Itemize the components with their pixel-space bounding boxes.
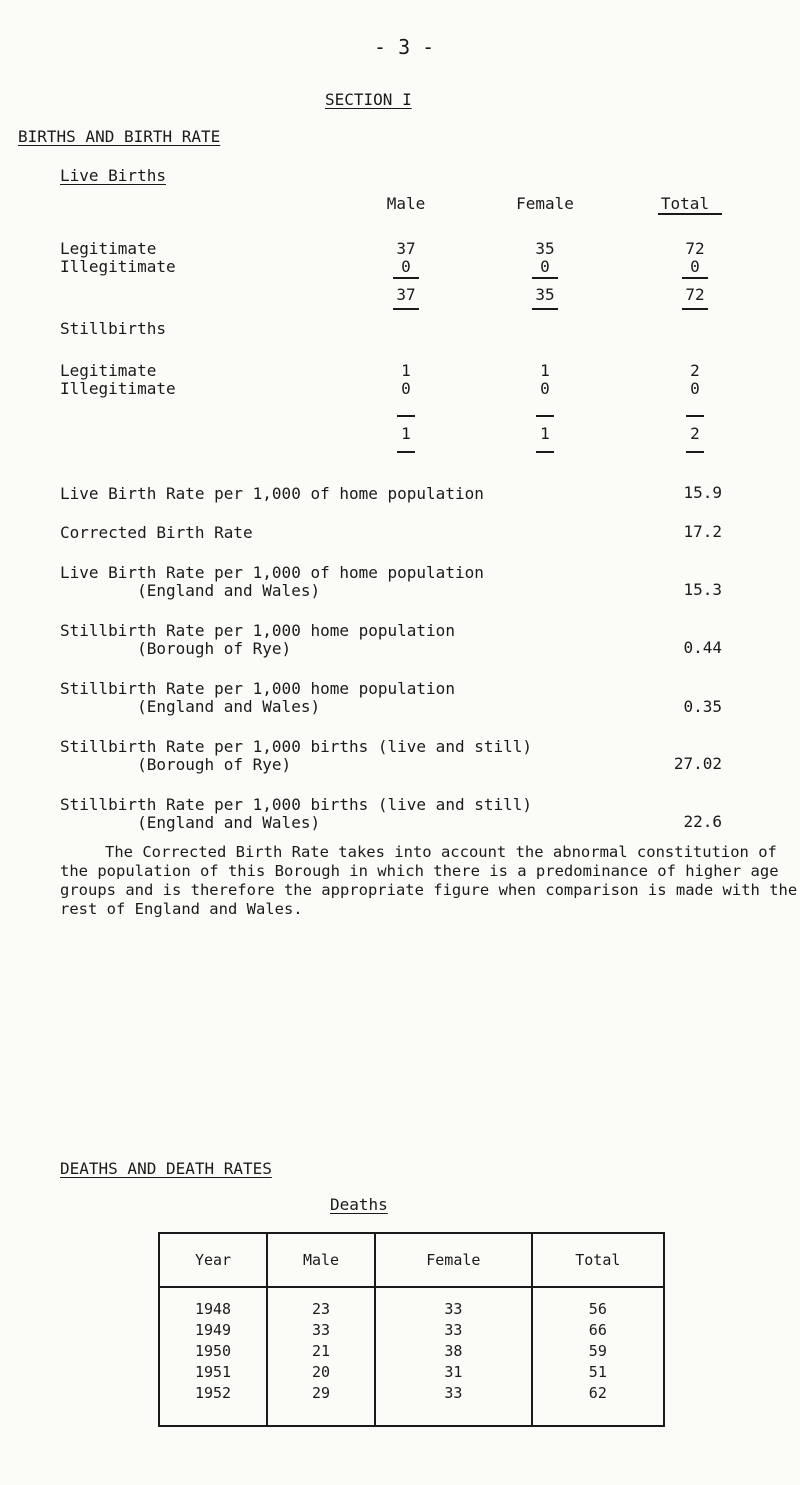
col-header-year: Year	[159, 1233, 267, 1287]
stillbirths-heading: Stillbirths	[60, 319, 166, 338]
total-value: 35	[535, 285, 555, 304]
rate-label: Live Birth Rate per 1,000 of home population (England and Wales)	[60, 563, 484, 600]
total-value: 72	[685, 285, 705, 304]
table-row	[159, 1320, 664, 1341]
col-header-female: Female	[516, 194, 574, 213]
table-row	[159, 1287, 664, 1320]
cell-total: 51	[532, 1362, 664, 1383]
cell-female: 33	[375, 1383, 532, 1426]
cell-year: 1951	[159, 1362, 267, 1383]
rate-value: 17.2	[683, 522, 722, 541]
cell-female: 31	[375, 1362, 532, 1383]
cell-year: 1948	[159, 1287, 267, 1320]
row-label: Legitimate	[60, 239, 157, 258]
cell-value: 0	[540, 257, 550, 276]
total-value: 2	[690, 424, 700, 443]
paragraph-text: The Corrected Birth Rate takes into account the abnormal constitution of the population of this Borough in which there is a predominance of higher age groups and is therefore the appropriate figure when comparison is made with the rest of England and Wales.	[60, 843, 798, 918]
cell-value: 37	[396, 239, 416, 258]
cell-total: 56	[532, 1287, 664, 1320]
sum-rule	[397, 415, 415, 417]
cell-year: 1950	[159, 1341, 267, 1362]
rate-value: 15.3	[683, 580, 722, 599]
cell-value: 35	[535, 239, 555, 258]
cell-male: 21	[267, 1341, 375, 1362]
section-title: SECTION I	[325, 90, 412, 109]
rate-value: 0.44	[683, 638, 722, 657]
rate-label: Stillbirth Rate per 1,000 home population (Borough of Rye)	[60, 621, 455, 658]
cell-female: 33	[375, 1287, 532, 1320]
row-label: Illegitimate	[60, 379, 176, 398]
sum-rule	[393, 277, 419, 279]
cell-male: 29	[267, 1383, 375, 1426]
births-heading: BIRTHS AND BIRTH RATE	[18, 127, 221, 146]
rate-value: 15.9	[683, 483, 722, 502]
cell-value: 0	[401, 257, 411, 276]
sum-rule	[532, 308, 558, 310]
total-value: 1	[540, 424, 550, 443]
col-header-male: Male	[386, 194, 426, 213]
total-value: 1	[401, 424, 411, 443]
cell-value: 72	[685, 239, 705, 258]
cell-male: 23	[267, 1287, 375, 1320]
sum-rule	[686, 451, 704, 453]
total-underline	[658, 213, 722, 215]
cell-total: 66	[532, 1320, 664, 1341]
cell-year: 1952	[159, 1383, 267, 1426]
deaths-heading: DEATHS AND DEATH RATES	[60, 1159, 272, 1178]
rate-value: 22.6	[683, 812, 722, 831]
sum-rule	[686, 415, 704, 417]
deaths-caption: Deaths	[330, 1195, 388, 1214]
rate-label: Stillbirth Rate per 1,000 births (live and still) (Borough of Rye)	[60, 737, 533, 774]
cell-value: 0	[690, 379, 700, 398]
table-header-row	[159, 1233, 664, 1287]
page-number: - 3 -	[374, 35, 435, 59]
table-row	[159, 1362, 664, 1383]
rate-value: 27.02	[673, 754, 722, 773]
sum-rule	[536, 451, 554, 453]
cell-total: 62	[532, 1383, 664, 1426]
cell-value: 1	[540, 361, 550, 380]
sum-rule	[397, 451, 415, 453]
rate-label: Corrected Birth Rate	[60, 523, 253, 542]
cell-year: 1949	[159, 1320, 267, 1341]
cell-total: 59	[532, 1341, 664, 1362]
row-label: Legitimate	[60, 361, 157, 380]
rate-label: Live Birth Rate per 1,000 of home population	[60, 484, 484, 503]
sum-rule	[536, 415, 554, 417]
cell-value: 0	[690, 257, 700, 276]
rate-label: Stillbirth Rate per 1,000 home population (England and Wales)	[60, 679, 455, 716]
cell-male: 20	[267, 1362, 375, 1383]
col-header-female: Female	[375, 1233, 532, 1287]
sum-rule	[682, 308, 708, 310]
cell-female: 38	[375, 1341, 532, 1362]
table-row	[159, 1383, 664, 1426]
cell-value: 1	[401, 361, 411, 380]
explanatory-paragraph	[60, 843, 800, 919]
cell-value: 2	[690, 361, 700, 380]
live-births-heading: Live Births	[60, 166, 166, 185]
deaths-table	[158, 1232, 665, 1427]
total-value: 37	[396, 285, 416, 304]
rate-value: 0.35	[683, 697, 722, 716]
cell-female: 33	[375, 1320, 532, 1341]
cell-male: 33	[267, 1320, 375, 1341]
sum-rule	[682, 277, 708, 279]
rate-label: Stillbirth Rate per 1,000 births (live and still) (England and Wales)	[60, 795, 533, 832]
cell-value: 0	[540, 379, 550, 398]
sum-rule	[393, 308, 419, 310]
row-label: Illegitimate	[60, 257, 176, 276]
table-row	[159, 1341, 664, 1362]
sum-rule	[532, 277, 558, 279]
cell-value: 0	[401, 379, 411, 398]
col-header-total: Total	[532, 1233, 664, 1287]
col-header-male: Male	[267, 1233, 375, 1287]
col-header-total: Total	[660, 194, 710, 213]
